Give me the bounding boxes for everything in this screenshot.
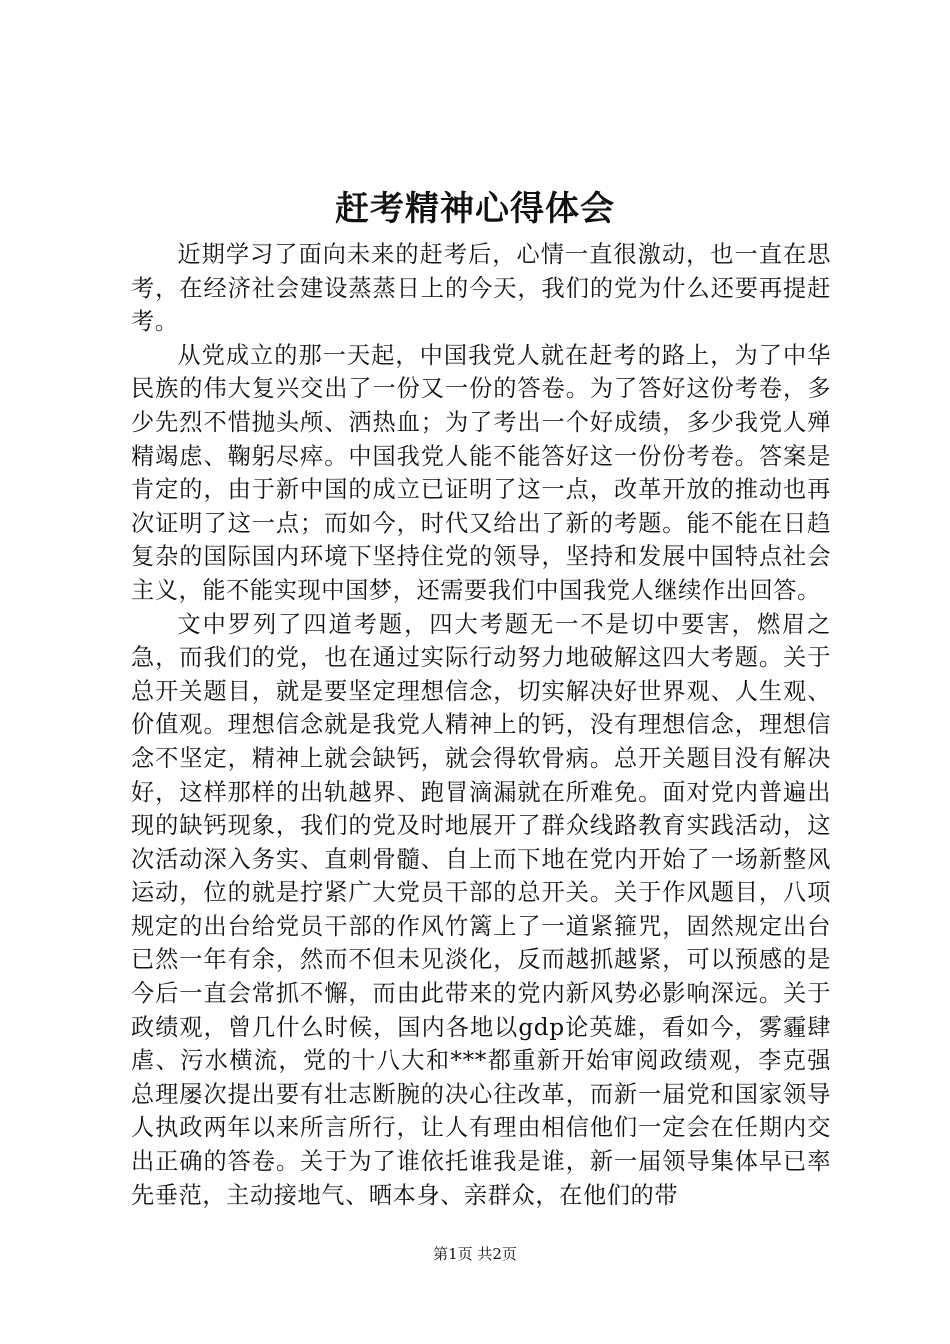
paragraph-1: 近期学习了面向未来的赶考后，心情一直很激动，也一直在思考，在经济社会建设蒸蒸日上的今天，我们的党为什么还要再提赶考。 [131,241,831,336]
document-body [131,238,831,1212]
paragraph-3: 文中罗列了四道考题，四大考题无一不是切中要害，燃眉之急，而我们的党，也在通过实际行动努力地破解这四大考题。关于总开关题目，就是要坚定理想信念，切实解决好世界观、人生观、价值观。理想信念就是我党人精神上的钙，没有理想信念，理想信念不坚定，精神上就会缺钙，就会得软骨病。总开关题目没有解决好，这样那样的出轨越界、跑冒滴漏就在所难免。面对党内普遍出现的缺钙现象，我们的党及时地展开了群众线路教育实践活动，这次活动深入务实、直刺骨髓、自上而下地在党内开始了一场新整风运动，位的就是拧紧广大党员干部的总开关。关于作风题目，八项规定的出台给党员干部的作风竹篱上了一道紧箍咒，固然规定出台已然一年有余，然而不但未见淡化，反而越抓越紧，可以预感的是今后一直会常抓不懈，而由此带来的党内新风势必影响深远。关于政绩观，曾几什么时候，国内各地以gdp论英雄，看如今，雾霾肆虐、污水横流，党的十八大和***都重新开始审阅政绩观，李克强总理屡次提出要有壮志断腕的决心往改革，而新一届党和国家领导人执政两年以来所言所行，让人有理由相信他们一定会在任期内交出正确的答卷。关于为了谁依托谁我是谁，新一届领导集体早已率先垂范，主动接地气、晒本身、亲群众，在他们的带 [131,610,831,1209]
paragraph-2: 从党成立的那一天起，中国我党人就在赶考的路上，为了中华民族的伟大复兴交出了一份又一份的答卷。为了答好这份考卷，多少先烈不惜抛头颅、洒热血；为了考出一个好成绩，多少我党人殚精竭虑、鞠躬尽瘁。中国我党人能不能答好这一份份考卷。答案是肯定的，由于新中国的成立已证明了这一点，改革开放的推动也再次证明了这一点；而如今，时代又给出了新的考题。能不能在日趋复杂的国际国内环境下坚持住党的领导，坚持和发展中国特点社会主义，能不能实现中国梦，还需要我们中国我党人继续作出回答。 [131,341,831,604]
page-footer: 第1页 共2页 [433,1245,517,1263]
document-title: 赶考精神心得体会 [335,189,615,229]
